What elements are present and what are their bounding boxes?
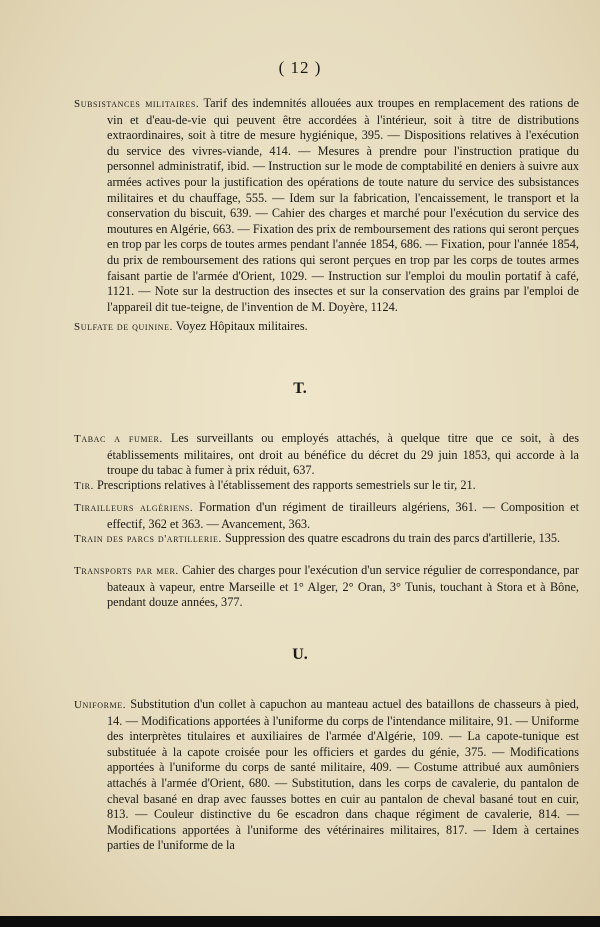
index-entry: [74, 697, 579, 854]
index-entry: [74, 319, 579, 336]
entry-term: Transports par mer.: [74, 565, 179, 577]
entry-text: Tarif des indemnités allouées aux troupes en remplacement des rations de vin et d'eau-de-vie qui peuvent être accordées à l'intérieur, soit à titre de distributions extraordinaires, soit à titre de mesure hygiénique, 395. — Dispositions relatives à l'exécution du service des vivres-viande, 414. — Mesures à prendre pour l'instruction pratique du personnel administratif, ibid. — Instruction sur le mode de comptabilité en deniers à suivre aux armées actives pour la justification des opérations de toute nature du service des subsistances militaires et du chauffage, 555. — Idem sur la fabrication, l'encaissement, le transport et la conservation du biscuit, 639. — Cahier des charges et marché pour l'exécution du service des moutures en Algérie, 663. — Fixation des prix de remboursement des rations qui seront perçues en trop par les corps de toutes armes pendant l'année 1854, 686. — Fixation, pour l'année 1854, du prix de remboursement des rations qui seront perçues en trop par les corps de toutes armes faisant partie de l'armée d'Orient, 1029. — Instruction sur l'emploi du moulin portatif à café, 1121. — Note sur la destruction des insectes et sur la conservation des grains par l'emploi de l'appareil dit tue-teigne, de l'invention de M. Doyère, 1124.: [107, 96, 579, 314]
entry-term: Tabac a fumer.: [74, 433, 163, 445]
scan-edge: [0, 916, 600, 927]
index-entry: [74, 431, 579, 479]
index-entry: [74, 531, 579, 548]
entry-term: Subsistances militaires.: [74, 98, 200, 110]
entry-text: Cahier des charges pour l'exécution d'un service régulier de correspondance, par bateaux à vapeur, entre Marseille et 1° Alger, 2° Oran, 3° Tunis, touchant à Stora et à Bône, pendant douze années, 377.: [107, 563, 579, 610]
entry-text: Les surveillants ou employés attachés, à quelque titre que ce soit, à des établissements militaires, ont droit au bénéfice du décret du 29 juin 1853, qui accorde à la troupe du tabac à fumer à prix réduit, 637.: [107, 431, 580, 478]
entry-text: Formation d'un régiment de tirailleurs algériens, 361. — Composition et effectif, 362 et 363. — Avancement, 363.: [107, 500, 580, 531]
entry-text: Prescriptions relatives à l'établissement des rapports semestriels sur le tir, 21.: [93, 478, 476, 492]
index-entry: [74, 478, 579, 495]
entry-text: Suppression des quatre escadrons du train des parcs d'artillerie, 135.: [221, 531, 561, 545]
entry-term: Sulfate de quinine.: [74, 321, 173, 333]
section-letter-t: T.: [293, 380, 307, 397]
page-number: ( 12 ): [278, 58, 322, 77]
index-entry: [74, 500, 579, 532]
index-entry: [74, 563, 579, 611]
index-entry: [74, 96, 579, 315]
entry-term: Train des parcs d'artillerie.: [74, 533, 222, 545]
entry-term: Tirailleurs algériens.: [74, 502, 194, 514]
entry-term: Tir.: [74, 480, 94, 492]
entry-text: Voyez Hôpitaux militaires.: [172, 319, 308, 333]
entry-term: Uniforme.: [74, 699, 127, 711]
section-letter-u: U.: [292, 646, 308, 663]
entry-text: Substitution d'un collet à capuchon au manteau actuel des bataillons de chasseurs à pied, 14. — Modifications apportées à l'uniforme du corps de l'intendance militaire, 91. — Uniforme des interprètes titulaires et auxiliaires de l'armée d'Algérie, 109. — La capote-tunique est substituée à la capote croisée pour les officiers et gardes du génie, 375. — Modifications apportées à l'uniforme du corps de santé militaire, 409. — Costume attribué aux aumôniers attachés à l'armée d'Orient, 680. — Substitution, dans les corps de cavalerie, du pantalon de cheval basané en drap avec fausses bottes en cuir au pantalon de cheval basané tout en cuir, 813. — Couleur distinctive du 6e escadron dans chaque régiment de cavalerie, 814. — Modifications apportées à l'uniforme des vétérinaires militaires, 817. — Idem à certaines parties de l'uniforme de la: [107, 697, 579, 853]
